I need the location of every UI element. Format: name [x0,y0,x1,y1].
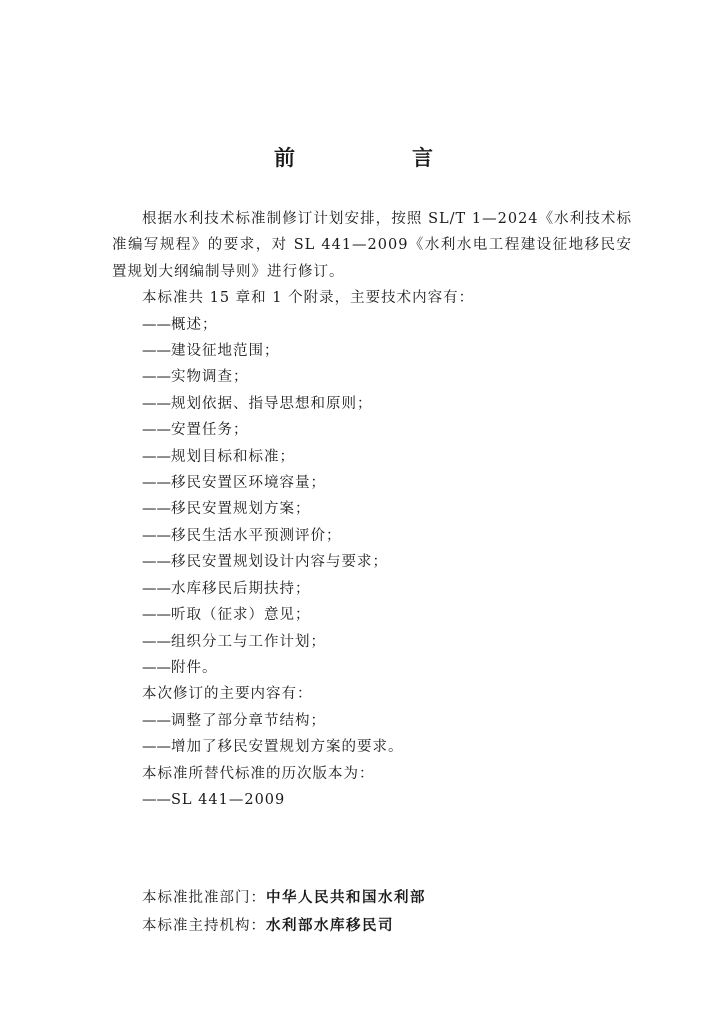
dash-marker: —— [142,580,171,597]
approval-value: 中华人民共和国水利部 [266,890,426,906]
dash-marker: —— [142,633,171,650]
intro-paragraph: 根据水利技术标准制修订计划安排，按照 SL/T 1—2024《水利技术标准编写规程》的要求，对 SL 441—2009《水利水电工程建设征地移民安置规划大纲编制导则》进行修订。 [112,211,632,280]
content-item-text: 安置任务； [171,422,249,439]
content-item [112,364,632,390]
dash-marker: —— [142,712,171,729]
revision-item-text: 调整了部分章节结构； [171,712,326,729]
content-item [112,655,632,681]
content-item [112,496,632,522]
content-item-text: 建设征地范围； [171,343,280,360]
foreword-body [112,206,632,813]
content-heading: 本标准共 15 章和 1 个附录，主要技术内容有： [142,290,475,307]
content-item [112,417,632,443]
content-item-text: 规划目标和标准； [171,448,295,465]
history-item-text: SL 441—2009 [171,791,286,808]
revision-item [112,734,632,760]
content-list [112,312,632,682]
page-title: 前 言 [274,146,481,170]
dash-marker: —— [142,422,171,439]
content-item-text: 实物调查； [171,369,249,386]
dash-marker: —— [142,527,171,544]
approval-line [142,885,426,911]
content-item [112,312,632,338]
dash-marker: —— [142,554,171,571]
history-heading: 本标准所替代标准的历次版本为： [142,765,375,782]
content-item [112,444,632,470]
content-item [112,602,632,628]
dash-marker: —— [142,316,171,333]
host-value: 水利部水库移民司 [266,918,394,934]
content-item-text: 组织分工与工作计划； [171,633,326,650]
revision-heading: 本次修订的主要内容有： [142,686,313,703]
content-item-text: 移民安置规划方案； [171,501,311,518]
host-label: 本标准主持机构： [142,918,266,934]
host-line [142,913,394,939]
content-item-text: 移民安置规划设计内容与要求； [171,554,388,571]
dash-marker: —— [142,448,171,465]
dash-marker: —— [142,395,171,412]
history-list [112,787,632,813]
content-item [112,629,632,655]
content-item-text: 移民安置区环境容量； [171,475,326,492]
content-item-text: 规划依据、指导思想和原则； [171,395,373,412]
revision-item-text: 增加了移民安置规划方案的要求。 [171,739,404,756]
history-item [112,787,632,813]
content-item-text: 移民生活水平预测评价； [171,527,342,544]
dash-marker: —— [142,739,171,756]
dash-marker: —— [142,343,171,360]
content-item [112,549,632,575]
dash-marker: —— [142,659,171,676]
revision-item [112,708,632,734]
content-item-text: 水库移民后期扶持； [171,580,311,597]
approval-label: 本标准批准部门： [142,890,266,906]
content-item [112,576,632,602]
dash-marker: —— [142,501,171,518]
dash-marker: —— [142,369,171,386]
revision-list [112,708,632,761]
dash-marker: —— [142,475,171,492]
content-item [112,338,632,364]
content-item [112,523,632,549]
content-item [112,391,632,417]
content-item-text: 附件。 [171,659,218,676]
dash-marker: —— [142,791,171,808]
content-item [112,470,632,496]
content-item-text: 听取（征求）意见； [171,607,311,624]
content-item-text: 概述； [171,316,218,333]
dash-marker: —— [142,607,171,624]
